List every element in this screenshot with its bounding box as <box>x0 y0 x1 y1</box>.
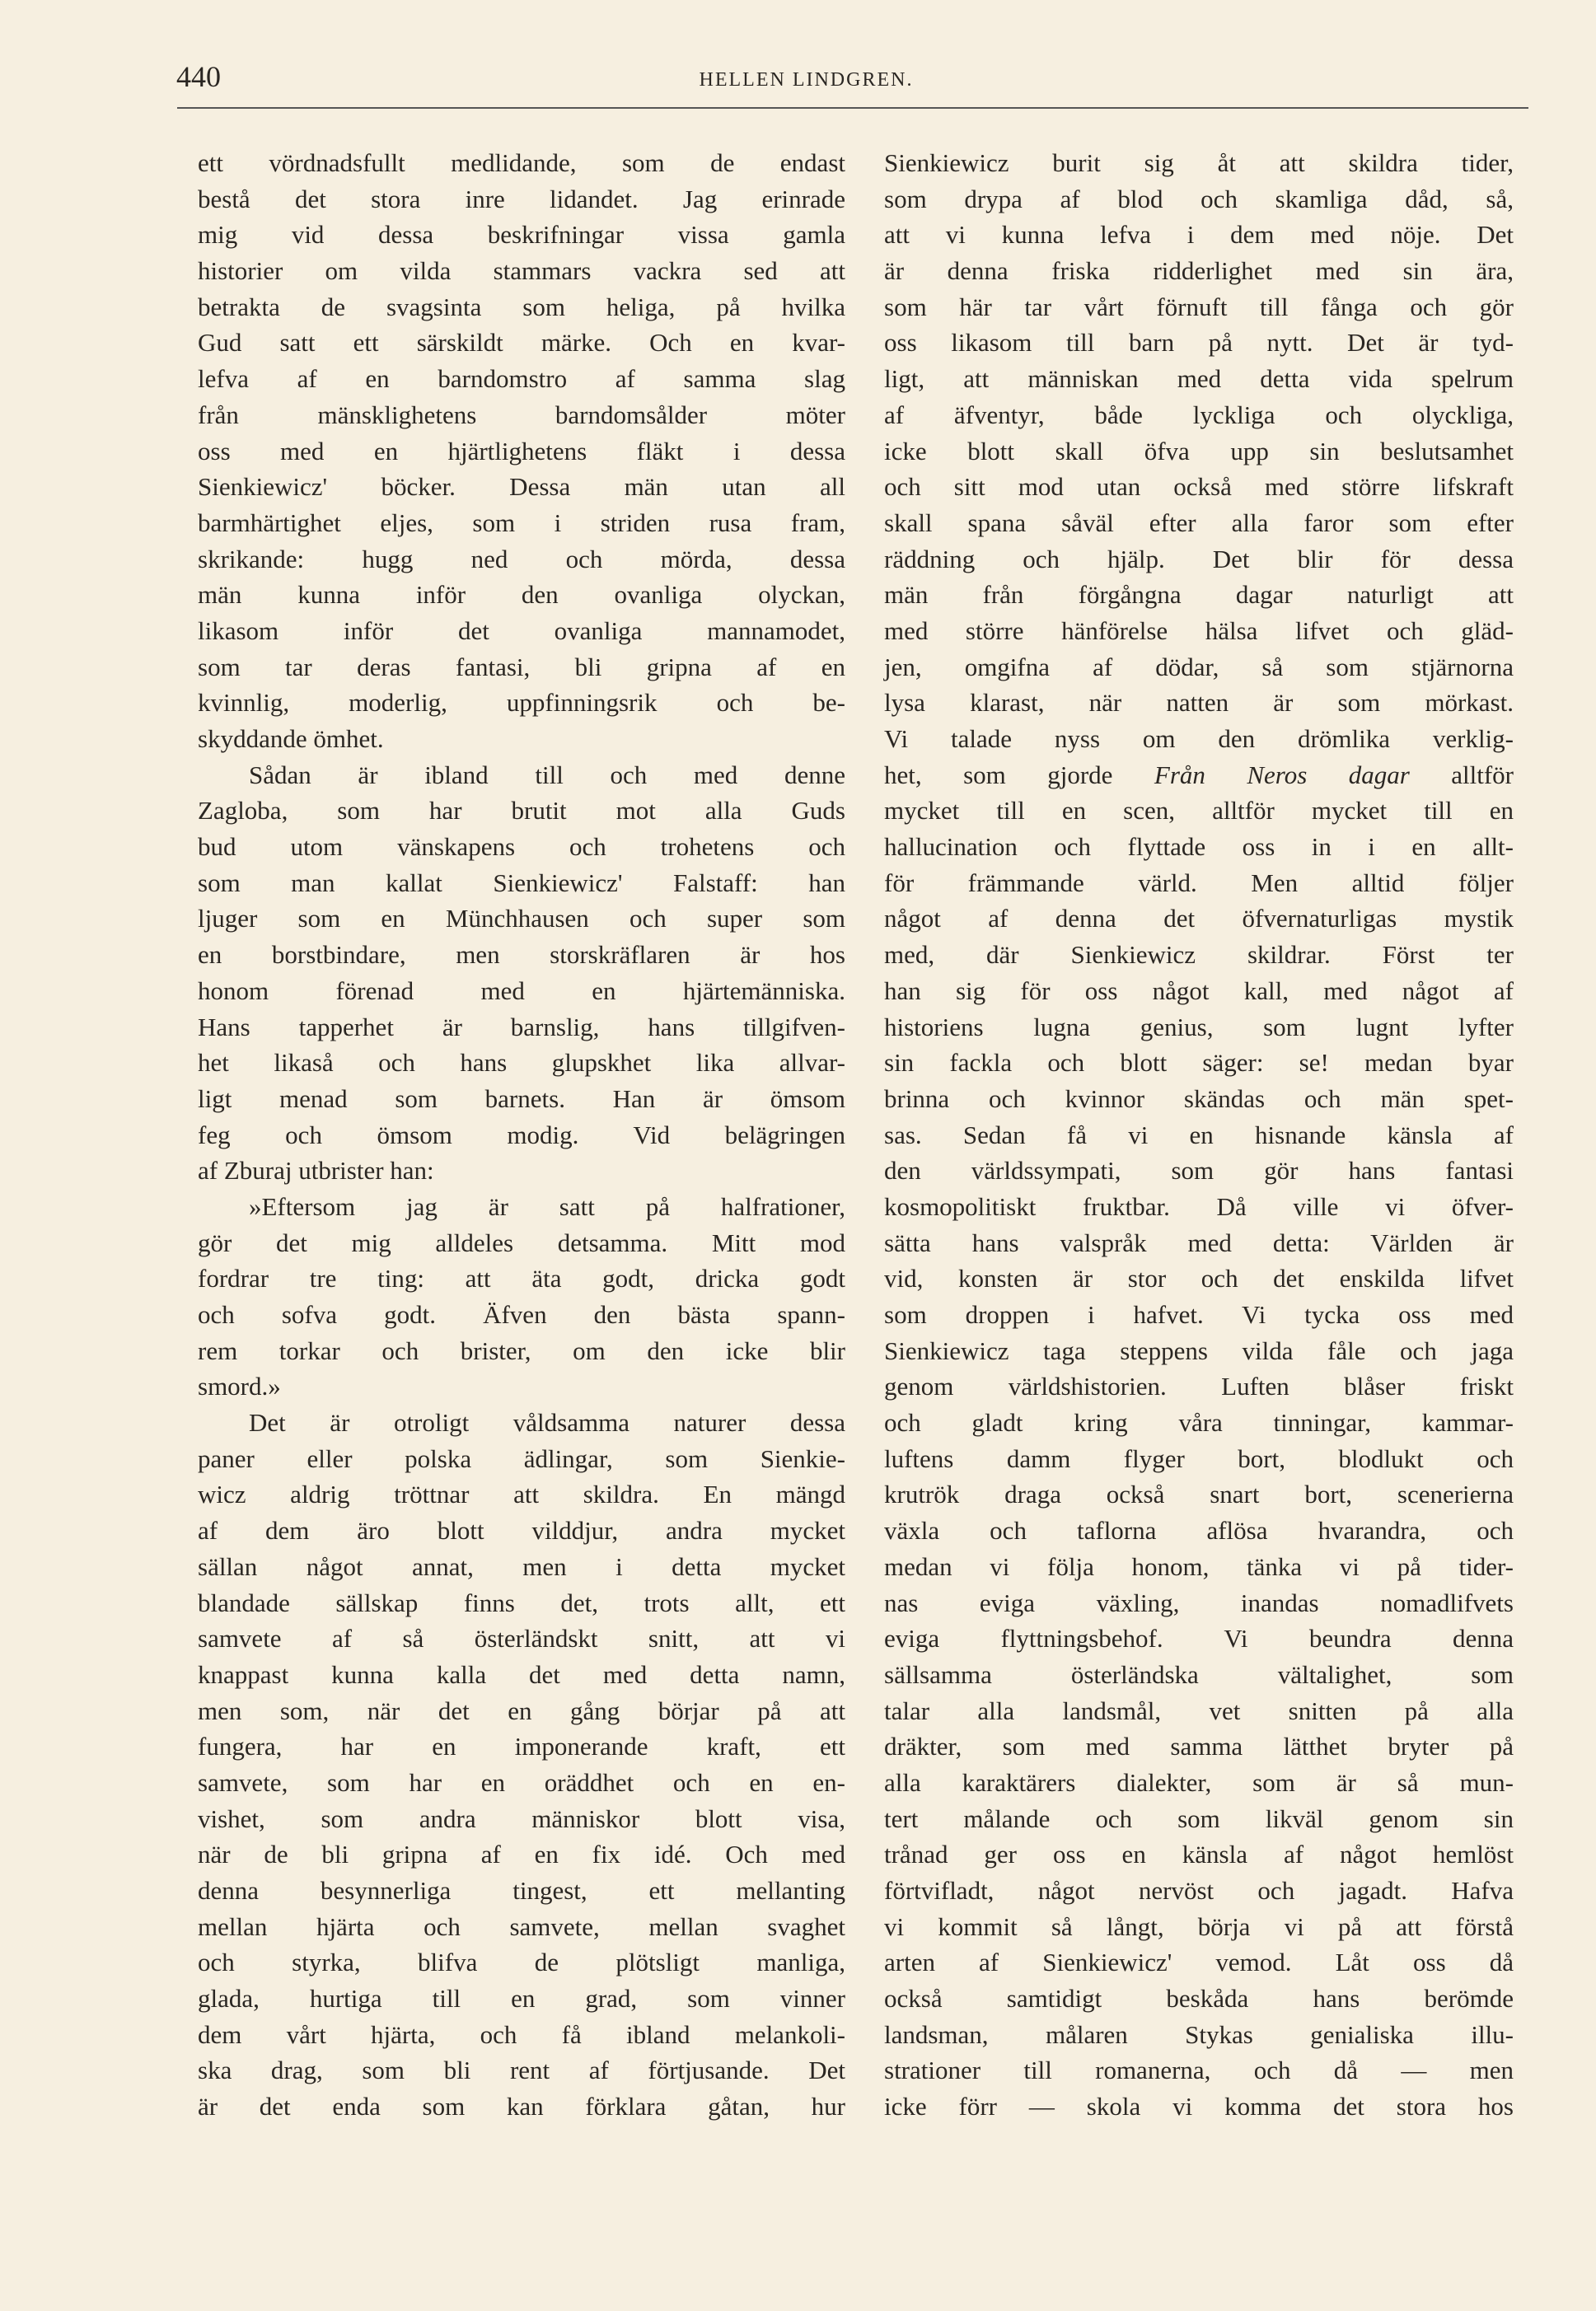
text-line: män kunna inför den ovanliga olyckan, <box>198 580 845 610</box>
text-line: som man kallat Sienkiewicz' Falstaff: han <box>198 868 845 897</box>
text-line: lysa klarast, när natten är som mörkast. <box>884 688 1514 718</box>
text-line: som tar deras fantasi, bli gripna af en <box>198 652 845 681</box>
text-line: landsman, målaren Stykas genialiska illu- <box>884 2019 1514 2049</box>
right-column <box>884 145 1514 2125</box>
text-line: samvete, som har en oräddhet och en en- <box>198 1767 845 1797</box>
text-line: knappast kunna kalla det med detta namn, <box>198 1659 845 1689</box>
text-line: Sienkiewicz' böcker. Dessa män utan all <box>198 472 845 502</box>
text-line: paner eller polska ädlingar, som Sienkie- <box>198 1443 845 1473</box>
text-line: för främmande värld. Men alltid följer <box>884 868 1514 897</box>
text-line: vishet, som andra människor blott visa, <box>198 1803 845 1833</box>
left-column <box>198 145 845 2125</box>
text-line: tert målande och som likväl genom sin <box>884 1803 1514 1833</box>
text-line: som drypa af blod och skamliga dåd, så, <box>884 184 1514 213</box>
text-line: bestå det stora inre lidandet. Jag erinrade <box>198 184 845 213</box>
text-line: af Zburaj utbrister han: <box>198 1156 434 1186</box>
text-line: af dem äro blott vilddjur, andra mycket <box>198 1516 845 1546</box>
text-line: och sofva godt. Äfven den bästa spann- <box>198 1300 845 1329</box>
text-line: män från förgångna dagar naturligt att <box>884 580 1514 610</box>
text-line: är denna friska ridderlighet med sin ära, <box>884 256 1514 286</box>
text-line: honom förenad med en hjärtemänniska. <box>198 975 845 1005</box>
text-line: att vi kunna lefva i dem med nöje. Det <box>884 220 1514 250</box>
text-line: förtvifladt, något nervöst och jagadt. Hafva <box>884 1876 1514 1905</box>
text-line: kvinnlig, moderlig, uppfinningsrik och be- <box>198 688 845 718</box>
text-line: ligt menad som barnets. Han är ömsom <box>198 1083 845 1113</box>
text-line: hallucination och flyttade oss in i en allt- <box>884 832 1514 862</box>
text-line: Sådan är ibland till och med denne <box>249 760 845 789</box>
text-line: vi kommit så långt, börja vi på att förstå <box>884 1911 1514 1941</box>
text-line: medan vi följa honom, tänka vi på tider- <box>884 1551 1514 1581</box>
text-line: arten af Sienkiewicz' vemod. Låt oss då <box>884 1948 1514 1977</box>
text-line: en borstbindare, men storskräflaren är hos <box>198 940 845 970</box>
text-line: krutrök draga också snart bort, scenerierna <box>884 1480 1514 1509</box>
text-line: dräkter, som med samma lätthet bryter på <box>884 1732 1514 1761</box>
text-line: eviga flyttningsbehof. Vi beundra denna <box>884 1624 1514 1654</box>
text-line: icke förr — skola vi komma det stora hos <box>884 2092 1514 2122</box>
text-line: genom världshistorien. Luften blåser friskt <box>884 1372 1514 1401</box>
text-line: som här tar vårt förnuft till fånga och gör <box>884 292 1514 321</box>
text-line: när de bli gripna af en fix idé. Och med <box>198 1840 845 1869</box>
text-line: Gud satt ett särskildt märke. Och en kvar- <box>198 328 845 358</box>
text-line: men som, när det en gång börjar på att <box>198 1696 845 1725</box>
header-rule <box>177 107 1528 109</box>
text-line: nas eviga växling, inandas nomadlifvets <box>884 1588 1514 1617</box>
text-line: Det är otroligt våldsamma naturer dessa <box>249 1408 845 1438</box>
text-line: kosmopolitiskt fruktbar. Då ville vi öfver- <box>884 1191 1514 1221</box>
text-segment: het, som gjorde <box>884 760 1154 789</box>
book-title: Från Neros dagar <box>1154 760 1410 789</box>
text-line: växla och taflorna aflösa hvarandra, och <box>884 1516 1514 1546</box>
text-line: mellan hjärta och samvete, mellan svaghet <box>198 1911 845 1941</box>
text-line: Zagloba, som har brutit mot alla Guds <box>198 796 845 826</box>
text-line: dem vårt hjärta, och få ibland melankoli- <box>198 2019 845 2049</box>
text-line: mig vid dessa beskrifningar vissa gamla <box>198 220 845 250</box>
text-line: han sig för oss något kall, med något af <box>884 975 1514 1005</box>
text-segment: alltför <box>1409 760 1514 789</box>
text-line: från mänsklighetens barndomsålder möter <box>198 400 845 429</box>
text-line: trånad ger oss en känsla af något hemlöst <box>884 1840 1514 1869</box>
page-number: 440 <box>176 60 221 93</box>
text-line: oss likasom till barn på nytt. Det är tyd- <box>884 328 1514 358</box>
text-line: alla karaktärers dialekter, som är så mun- <box>884 1767 1514 1797</box>
text-line: wicz aldrig tröttnar att skildra. En mängd <box>198 1480 845 1509</box>
text-line: icke blott skall öfva upp sin beslutsamhet <box>884 436 1514 465</box>
text-line: räddning och hjälp. Det blir för dessa <box>884 544 1514 573</box>
text-line: med större hänförelse hälsa lifvet och gläd- <box>884 615 1514 645</box>
text-line: fordrar tre ting: att äta godt, dricka godt <box>198 1264 845 1294</box>
text-line: något af denna det öfvernaturligas mystik <box>884 904 1514 933</box>
text-line: den världssympati, som gör hans fantasi <box>884 1156 1514 1186</box>
text-line: oss med en hjärtlighetens fläkt i dessa <box>198 436 845 465</box>
text-line: jen, omgifna af dödar, så som stjärnorna <box>884 652 1514 681</box>
text-line: betrakta de svagsinta som heliga, på hvilka <box>198 292 845 321</box>
text-line: samvete af så österländskt snitt, att vi <box>198 1624 845 1654</box>
text-line: rem torkar och brister, om den icke blir <box>198 1336 845 1365</box>
text-line: och gladt kring våra tinningar, kammar- <box>884 1408 1514 1438</box>
text-line: bud utom vänskapens och trohetens och <box>198 832 845 862</box>
text-line: fungera, har en imponerande kraft, ett <box>198 1732 845 1761</box>
text-line: Sienkiewicz burit sig åt att skildra tider, <box>884 148 1514 177</box>
text-line: mycket till en scen, alltför mycket till en <box>884 796 1514 826</box>
text-line: luftens damm flyger bort, blodlukt och <box>884 1443 1514 1473</box>
text-line: ett vördnadsfullt medlidande, som de endast <box>198 148 845 177</box>
text-line: smord.» <box>198 1372 281 1401</box>
text-line: sin fackla och blott säger: se! medan byar <box>884 1048 1514 1078</box>
text-line: Vi talade nyss om den drömlika verklig- <box>884 724 1514 753</box>
text-line: sätta hans valspråk med detta: Världen är <box>884 1228 1514 1257</box>
text-line: glada, hurtiga till en grad, som vinner <box>198 1984 845 2014</box>
text-line: skrikande: hugg ned och mörda, dessa <box>198 544 845 573</box>
running-head: HELLEN LINDGREN. <box>699 69 914 91</box>
text-line: likasom inför det ovanliga mannamodet, <box>198 615 845 645</box>
text-line: af äfventyr, både lyckliga och olyckliga, <box>884 400 1514 429</box>
text-line: barmhärtighet eljes, som i striden rusa fram, <box>198 508 845 537</box>
text-line: lefva af en barndomstro af samma slag <box>198 364 845 394</box>
text-line: historier om vilda stammars vackra sed att <box>198 256 845 286</box>
text-line: denna besynnerliga tingest, ett mellanting <box>198 1876 845 1905</box>
text-line: Sienkiewicz taga steppens vilda fåle och jaga <box>884 1336 1514 1365</box>
text-line: också samtidigt beskåda hans berömde <box>884 1984 1514 2014</box>
text-line: och sitt mod utan också med större lifskraft <box>884 472 1514 502</box>
text-line: ligt, att människan med detta vida spelrum <box>884 364 1514 394</box>
text-line: feg och ömsom modig. Vid belägringen <box>198 1120 845 1149</box>
text-line: skyddande ömhet. <box>198 724 384 753</box>
text-line: med, där Sienkiewicz skildrar. Först ter <box>884 940 1514 970</box>
text-line: talar alla landsmål, vet snitten på alla <box>884 1696 1514 1725</box>
text-line: ljuger som en Münchhausen och super som <box>198 904 845 933</box>
text-line: och styrka, blifva de plötsligt manliga, <box>198 1948 845 1977</box>
text-line <box>884 757 1514 793</box>
text-line: ska drag, som bli rent af förtjusande. Det <box>198 2056 845 2085</box>
text-line: historiens lugna genius, som lugnt lyfter <box>884 1012 1514 1041</box>
text-line: som droppen i hafvet. Vi tycka oss med <box>884 1300 1514 1329</box>
text-line: blandade sällskap finns det, trots allt, ett <box>198 1588 845 1617</box>
text-line: »Eftersom jag är satt på halfrationer, <box>249 1191 845 1221</box>
text-line: brinna och kvinnor skändas och män spet- <box>884 1083 1514 1113</box>
text-line: är det enda som kan förklara gåtan, hur <box>198 2092 845 2122</box>
text-line: gör det mig alldeles detsamma. Mitt mod <box>198 1228 845 1257</box>
text-line: sällsamma österländska vältalighet, som <box>884 1659 1514 1689</box>
text-line: sas. Sedan få vi en hisnande känsla af <box>884 1120 1514 1149</box>
text-line: het likaså och hans glupskhet lika allvar- <box>198 1048 845 1078</box>
text-line: vid, konsten är stor och det enskilda lifvet <box>884 1264 1514 1294</box>
text-line: strationer till romanerna, och då — men <box>884 2056 1514 2085</box>
text-line: Hans tapperhet är barnslig, hans tillgifven- <box>198 1012 845 1041</box>
text-line: sällan något annat, men i detta mycket <box>198 1551 845 1581</box>
text-line: skall spana såväl efter alla faror som efter <box>884 508 1514 537</box>
